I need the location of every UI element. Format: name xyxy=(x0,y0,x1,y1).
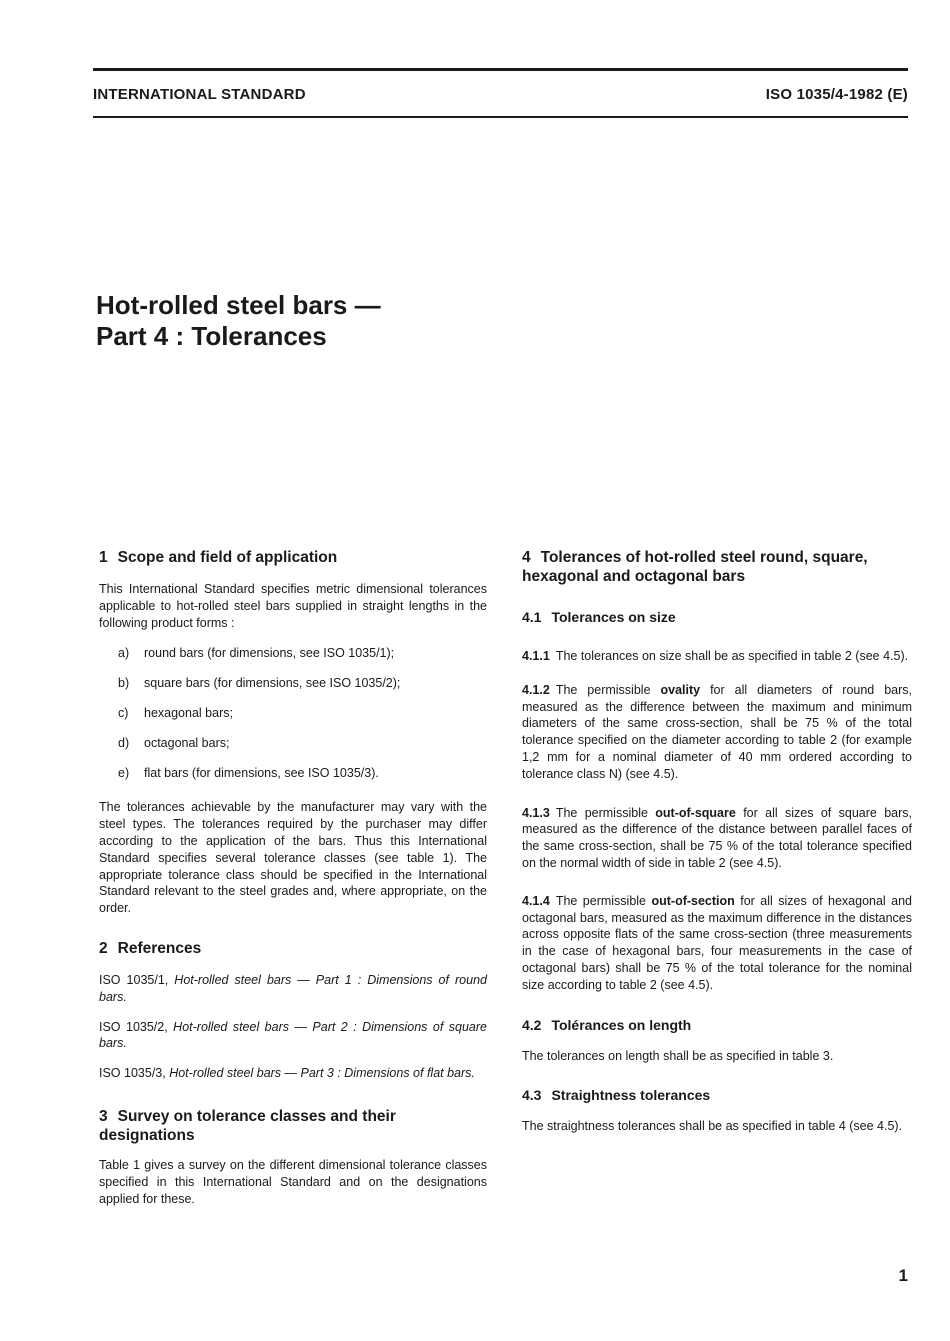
subsection-4-2-heading: 4.2 Tolérances on length xyxy=(522,1016,692,1033)
paragraph: This International Standard specifies metric dimensional tolerances applicable to hot-rolled steel bars supplied in straight lengths in the following product forms : xyxy=(99,582,487,630)
header-rule-top xyxy=(93,68,908,71)
section-number: 1 xyxy=(99,549,108,566)
title-line-2: Part 4 : Tolerances xyxy=(96,321,327,351)
section-4 xyxy=(522,548,912,1135)
header-rule-bottom xyxy=(93,116,908,118)
title-line-1: Hot-rolled steel bars — xyxy=(96,290,381,320)
section-title: References xyxy=(117,939,202,957)
section-title: Survey on tolerance classes and their designations xyxy=(99,1107,396,1144)
section-2 xyxy=(99,939,487,1082)
standard-label: INTERNATIONAL STANDARD xyxy=(93,86,306,103)
list-item: b) square bars (for dimensions, see ISO 1035/2); xyxy=(118,676,401,691)
paragraph: The tolerances on length shall be as specified in table 3. xyxy=(522,1048,834,1063)
page-number: 1 xyxy=(898,1266,908,1285)
section-2-heading xyxy=(99,939,487,958)
document-title xyxy=(96,290,381,352)
paragraph: The tolerances achievable by the manufacturer may vary with the steel types. The tolerances required by the purchaser may differ according to the application of the bars. Thus this International Standard specifies several tolerance classes (see table 1). The appropriate tolerance class should be specified in the International Standard relevant to the steel grades and, where appropriate, on the order. xyxy=(99,800,487,916)
section-4-heading xyxy=(522,548,912,586)
paragraph: The straightness tolerances shall be as specified in table 4 (see 4.5). xyxy=(522,1119,903,1134)
right-column xyxy=(522,548,912,1135)
paragraph: Table 1 gives a survey on the different dimensional tolerance classes specified in this International Standard and on the designations applied for these. xyxy=(99,1157,487,1206)
section-number: 4 xyxy=(522,549,531,566)
subsection-4-3-heading: 4.3 Straightness tolerances xyxy=(522,1087,711,1104)
reference-item: ISO 1035/3, Hot-rolled steel bars — Part 3 : Dimensions of flat bars. xyxy=(99,1066,475,1081)
section-3-heading xyxy=(99,1107,487,1145)
clause-4-1-4: 4.1.4 The permissible out-of-section for all sizes of hexagonal and octagonal bars, measured as the maximum difference in the distances across opposite flats of the same cross-section (three measurements in the case of hexagonal bars, four measurements in the case of octagonal bars) shall be 75 % of the total tolerance for the nominal size according to table 2 (see 4.5). xyxy=(522,893,912,992)
section-title: Scope and field of application xyxy=(117,549,338,566)
clause-4-1-3: 4.1.3 The permissible out-of-square for all sizes of square bars, measured as the difference of the distance between parallel faces of the same cross-section, shall be 75 % of the total tolerance specified on the normal width of side in table 2 (see 4.5). xyxy=(522,805,912,870)
reference-item: ISO 1035/1, Hot-rolled steel bars — Part 1 : Dimensions of round bars. xyxy=(99,972,487,1004)
clause-4-1-2: 4.1.2 The permissible ovality for all diameters of round bars, measured as the difference between the maximum and minimum diameters of the same cross-section, shall be 75 % of the total tolerance specified on the diameter according to table 2 (for example 1,2 mm for a nominal diameter of 40 mm ordered according to tolerance class N) (see 4.5). xyxy=(522,682,913,781)
product-forms-list xyxy=(118,645,487,787)
reference-item: ISO 1035/2, Hot-rolled steel bars — Part 2 : Dimensions of square bars. xyxy=(99,1019,487,1051)
section-3 xyxy=(99,1107,487,1207)
section-1 xyxy=(99,548,487,917)
section-number: 3 xyxy=(99,1107,108,1125)
section-1-heading xyxy=(99,548,487,567)
standard-number: ISO 1035/4-1982 (E) xyxy=(765,86,908,103)
clause-4-1-1: 4.1.1 The tolerances on size shall be as specified in table 2 (see 4.5). xyxy=(522,649,909,663)
left-column xyxy=(99,548,487,1207)
list-item: a) round bars (for dimensions, see ISO 1035/1); xyxy=(118,646,395,661)
list-item: c) hexagonal bars; xyxy=(118,706,233,721)
section-title: Tolerances of hot-rolled steel round, square, hexagonal and octagonal bars xyxy=(522,549,868,585)
subsection-4-1-heading: 4.1 Tolerances on size xyxy=(522,609,676,625)
list-item: d) octagonal bars; xyxy=(118,736,230,751)
section-number: 2 xyxy=(99,939,108,957)
list-item: e) flat bars (for dimensions, see ISO 1035/3). xyxy=(118,766,379,781)
